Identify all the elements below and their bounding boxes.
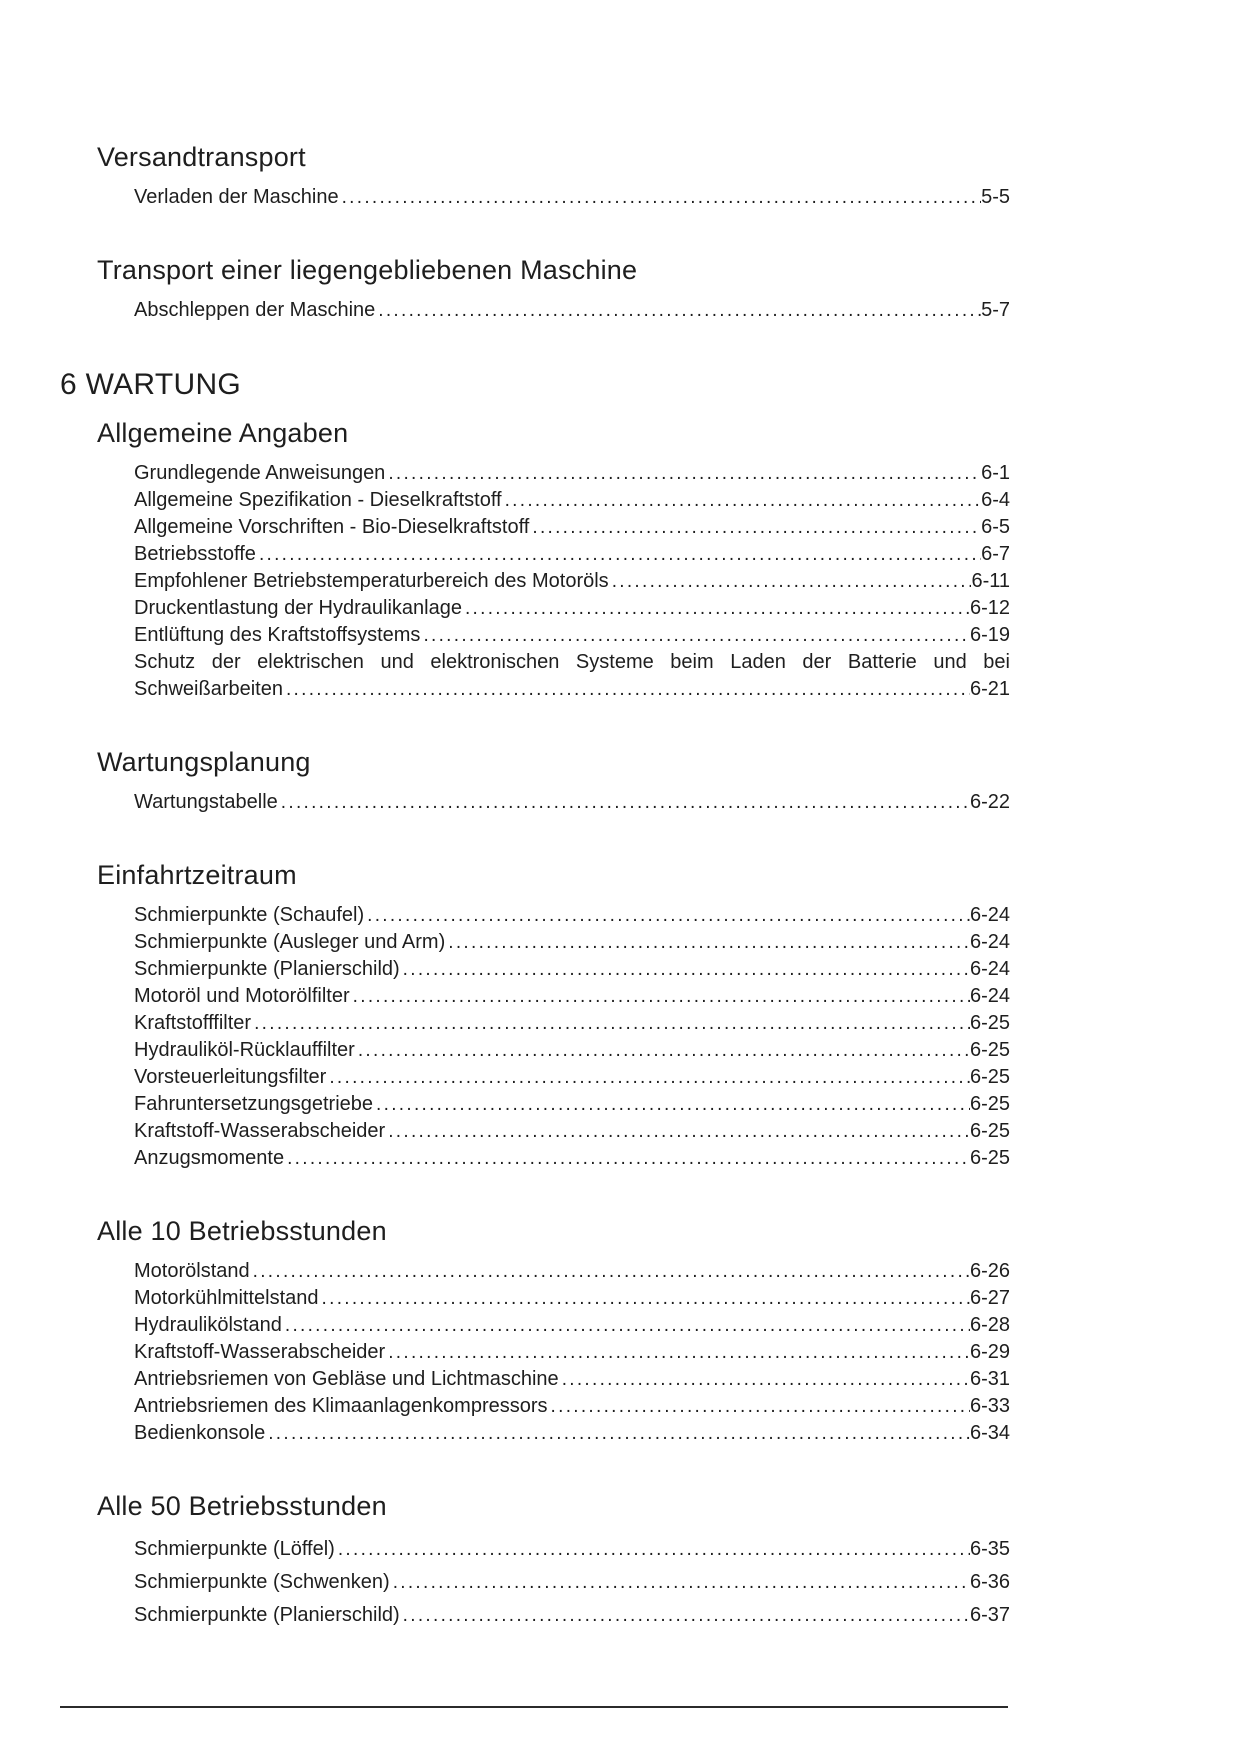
toc-entry-title: Kraftstoff-Wasserabscheider	[134, 1341, 386, 1363]
toc-entry-page: 6-35	[969, 1538, 1010, 1560]
toc-entry-page: 6-25	[969, 1093, 1010, 1115]
dot-leader	[326, 1064, 970, 1091]
toc-entry-title: Schmierpunkte (Löffel)	[134, 1538, 335, 1560]
dot-leader	[502, 487, 982, 514]
section-title: Alle 10 Betriebsstunden	[97, 1216, 387, 1246]
toc-entry	[134, 789, 1010, 816]
toc-entry-title: Kraftstoff-Wasserabscheider	[134, 1120, 386, 1142]
toc-entry	[134, 297, 1010, 324]
footer-rule	[60, 1706, 1008, 1708]
dot-leader	[319, 1285, 970, 1312]
toc-entry-title: Verladen der Maschine	[134, 186, 339, 208]
toc-section	[97, 747, 1010, 816]
toc-entry-page: 6-1	[981, 462, 1010, 484]
toc-section	[97, 1216, 1010, 1447]
dot-leader	[256, 541, 981, 568]
toc-entry-title: Schmierpunkte (Ausleger und Arm)	[134, 931, 446, 953]
toc-entry-title: Druckentlastung der Hydraulikanlage	[134, 597, 462, 619]
toc-entry	[134, 929, 1010, 956]
toc-entry	[134, 514, 1010, 541]
toc-entry-title: Allgemeine Spezifikation - Dieselkraftstoff	[134, 489, 502, 511]
section-title: Allgemeine Angaben	[97, 418, 349, 448]
toc-entry	[134, 1285, 1010, 1312]
section-title: Wartungsplanung	[97, 747, 311, 777]
toc-entry-page: 6-36	[969, 1571, 1010, 1593]
toc-entry-page: 6-24	[969, 958, 1010, 980]
toc-entry-page: 6-22	[969, 791, 1010, 813]
toc-entry-page: 6-25	[969, 1147, 1010, 1169]
dot-leader	[390, 1566, 970, 1599]
dot-leader	[284, 1145, 970, 1172]
toc-entry-page: 6-24	[969, 904, 1010, 926]
dot-leader	[265, 1420, 970, 1447]
toc-entries	[134, 297, 1010, 324]
dot-leader	[609, 568, 972, 595]
toc-entry	[134, 595, 1010, 622]
toc-entry-title: Antriebsriemen von Gebläse und Lichtmaschine	[134, 1368, 559, 1390]
toc-entry	[134, 1145, 1010, 1172]
dot-leader	[350, 983, 970, 1010]
toc-entry	[134, 1366, 1010, 1393]
toc-entries	[134, 184, 1010, 211]
dot-leader	[548, 1393, 970, 1420]
dot-leader	[335, 1533, 970, 1566]
toc-entry-title: Hydraulikölstand	[134, 1314, 282, 1336]
toc-entry-page: 6-24	[969, 931, 1010, 953]
toc-entry-title: Anzugsmomente	[134, 1147, 285, 1169]
toc-entry-title: Schmierpunkte (Planierschild)	[134, 1604, 400, 1626]
dot-leader	[355, 1037, 970, 1064]
dot-leader	[400, 1599, 970, 1632]
toc-section	[97, 142, 1010, 211]
section-title: Einfahrtzeitraum	[97, 860, 297, 890]
toc-entry-title-line1: Schutz der elektrischen und elektronischen Systeme beim Laden der Batterie und bei	[134, 651, 1010, 673]
toc-entry-page: 5-7	[981, 299, 1010, 321]
toc-entry	[134, 1339, 1010, 1366]
toc-entry-title: Schmierpunkte (Schaufel)	[134, 904, 365, 926]
toc-entry-page: 6-25	[969, 1039, 1010, 1061]
toc-entry-title: Motorölstand	[134, 1260, 250, 1282]
dot-leader	[278, 789, 970, 816]
toc-entry-page: 6-26	[969, 1260, 1010, 1282]
dot-leader	[385, 460, 981, 487]
toc-entry	[134, 1091, 1010, 1118]
toc-entry	[134, 1533, 1010, 1566]
toc-entry-page: 5-5	[981, 186, 1010, 208]
section-title: Transport einer liegengebliebenen Maschine	[97, 255, 638, 285]
toc-entry-page: 6-24	[969, 985, 1010, 1007]
dot-leader	[375, 297, 981, 324]
toc-entry-title: Fahruntersetzungsgetriebe	[134, 1093, 374, 1115]
dot-leader	[373, 1091, 970, 1118]
toc-entry	[134, 184, 1010, 211]
toc-entry	[134, 1010, 1010, 1037]
toc-entry-page: 6-25	[969, 1120, 1010, 1142]
toc-entry-title: Hydrauliköl-Rücklauffilter	[134, 1039, 355, 1061]
dot-leader	[559, 1366, 970, 1393]
toc-entry	[134, 1064, 1010, 1091]
toc-entry-title-line2: Schweißarbeiten	[134, 678, 283, 700]
toc-entry-title: Motoröl und Motorölfilter	[134, 985, 350, 1007]
toc-entry-page: 6-7	[981, 543, 1010, 565]
toc-entry	[134, 1118, 1010, 1145]
chapter-title: 6 WARTUNG	[60, 368, 242, 401]
toc-entry-title: Empfohlener Betriebstemperaturbereich des Motoröls	[134, 570, 609, 592]
toc-entry-page: 6-33	[969, 1395, 1010, 1417]
toc-entry-page: 6-25	[969, 1012, 1010, 1034]
dot-leader	[251, 1010, 970, 1037]
toc-entry-page: 6-29	[969, 1341, 1010, 1363]
toc-entry-title: Entlüftung des Kraftstoffsystems	[134, 624, 421, 646]
toc-entries	[134, 1258, 1010, 1447]
toc-entry	[134, 622, 1010, 649]
toc-entries	[134, 789, 1010, 816]
toc-entry-title: Abschleppen der Maschine	[134, 299, 376, 321]
toc-entries	[134, 902, 1010, 1172]
toc-entry-title: Schmierpunkte (Planierschild)	[134, 958, 400, 980]
toc-entry-page: 6-28	[969, 1314, 1010, 1336]
section-title: Versandtransport	[97, 142, 306, 172]
toc-section	[97, 1491, 1010, 1632]
toc-entry	[134, 902, 1010, 929]
dot-leader	[364, 902, 970, 929]
toc-section	[97, 418, 1010, 703]
dot-leader	[339, 184, 982, 211]
toc-entry	[134, 460, 1010, 487]
toc-entry	[134, 649, 1010, 703]
toc-entry-title: Bedienkonsole	[134, 1422, 266, 1444]
toc-entry-page: 6-31	[969, 1368, 1010, 1390]
dot-leader	[462, 595, 970, 622]
toc-entry	[134, 1599, 1010, 1632]
toc-entry-page: 6-25	[969, 1066, 1010, 1088]
toc-entry-page: 6-19	[969, 624, 1010, 646]
toc-entry-page: 6-5	[981, 516, 1010, 538]
dot-leader	[250, 1258, 970, 1285]
dot-leader	[385, 1118, 970, 1145]
toc-entry-page: 6-12	[969, 597, 1010, 619]
toc-entry-title: Motorkühlmittelstand	[134, 1287, 319, 1309]
toc-entry-title: Grundlegende Anweisungen	[134, 462, 386, 484]
toc-entries	[134, 1533, 1010, 1632]
toc-entry	[134, 1258, 1010, 1285]
toc-entry	[134, 1312, 1010, 1339]
dot-leader	[385, 1339, 970, 1366]
dot-leader	[420, 622, 970, 649]
dot-leader	[529, 514, 981, 541]
toc-entry	[134, 568, 1010, 595]
toc-entry	[134, 541, 1010, 568]
toc-entry-page: 6-21	[969, 678, 1010, 700]
toc-entry	[134, 1393, 1010, 1420]
toc-entry	[134, 1037, 1010, 1064]
toc-entry-page: 6-27	[969, 1287, 1010, 1309]
toc-entry	[134, 487, 1010, 514]
toc-entry-title: Wartungstabelle	[134, 791, 278, 813]
dot-leader	[400, 956, 970, 983]
section-title: Alle 50 Betriebsstunden	[97, 1491, 387, 1521]
toc-section	[97, 255, 1010, 324]
toc-entry-page: 6-11	[971, 570, 1010, 592]
toc-entries	[134, 460, 1010, 703]
toc-entry-title: Schmierpunkte (Schwenken)	[134, 1571, 390, 1593]
toc-entry-title: Allgemeine Vorschriften - Bio-Dieselkraftstoff	[134, 516, 530, 538]
toc-entry	[134, 983, 1010, 1010]
toc-entry	[134, 956, 1010, 983]
toc-entry-page: 6-37	[969, 1604, 1010, 1626]
toc-entry	[134, 1420, 1010, 1447]
toc-entry-title: Vorsteuerleitungsfilter	[134, 1066, 327, 1088]
dot-leader	[283, 676, 970, 703]
toc-section	[97, 860, 1010, 1172]
toc-entry-title: Antriebsriemen des Klimaanlagenkompressors	[134, 1395, 548, 1417]
dot-leader	[282, 1312, 970, 1339]
toc-entry	[134, 1566, 1010, 1599]
toc-entry-title: Kraftstofffilter	[134, 1012, 252, 1034]
dot-leader	[445, 929, 970, 956]
toc-entry-page: 6-34	[969, 1422, 1010, 1444]
toc-entry-page: 6-4	[981, 489, 1010, 511]
toc-entry-title: Betriebsstoffe	[134, 543, 256, 565]
